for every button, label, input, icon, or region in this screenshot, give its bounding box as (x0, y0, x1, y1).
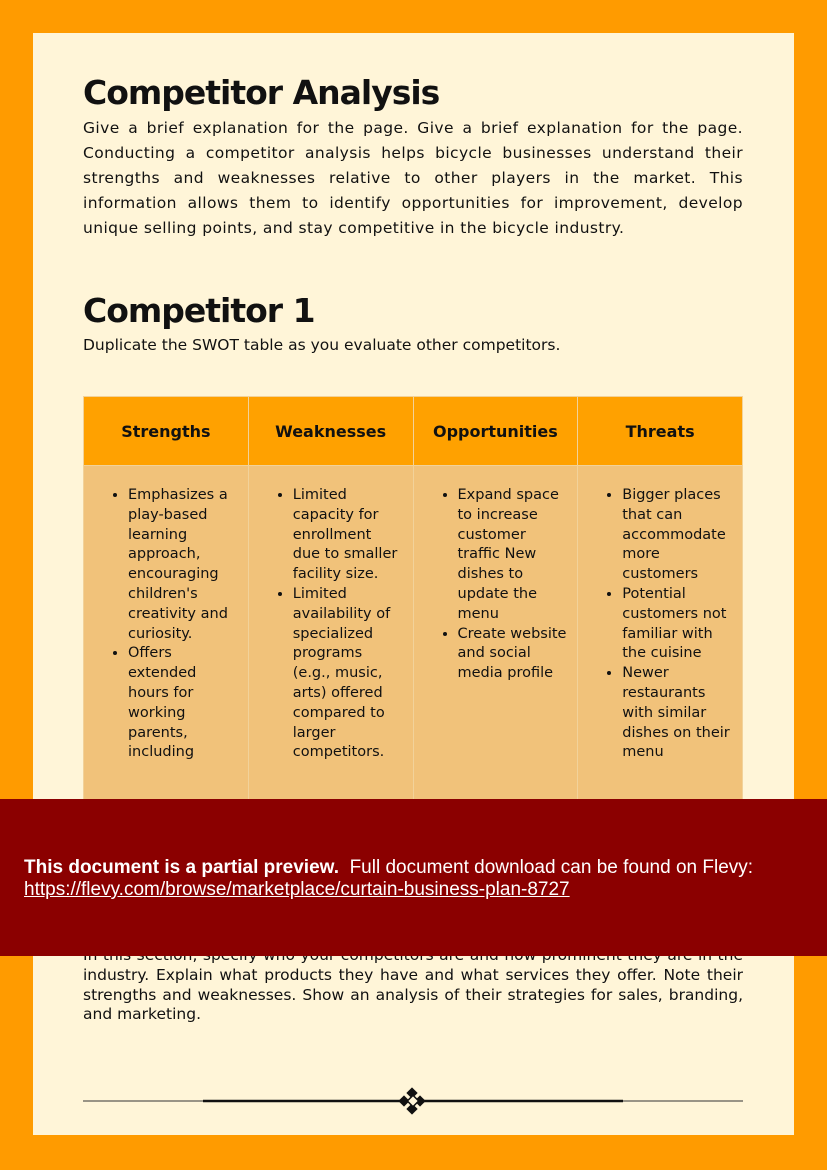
swot-cell-threats (578, 466, 743, 847)
list-item: • Newer restaurants with similar dishes on their menu (622, 664, 732, 763)
list-item: • Potential customers not familiar with the cuisine (622, 585, 732, 664)
swot-cell-weaknesses (248, 466, 413, 847)
preview-banner-text: Full document download can be found on Flevy: (349, 857, 754, 878)
intro-paragraph: Give a brief explanation for the page. Give a brief explanation for the page. Conducting a competitor analysis helps bicycle businesses understand their strengths and weaknesses relative to other players in the market. This information allows them to identify opportunities for improvement, develop unique selling points, and stay competitive in the bicycle industry. (83, 119, 743, 237)
section-title: Competitor 1 (83, 291, 315, 330)
list-item: • Limited capacity for enrollment due to smaller facility size. (293, 486, 403, 585)
preview-download-link[interactable]: https://flevy.com/browse/marketplace/curtain-business-plan-8727 (24, 879, 570, 900)
swot-header-opportunities: Opportunities (413, 397, 578, 466)
page-title: Competitor Analysis (83, 73, 440, 112)
competitor-description-paragraph: industry. Explain what products they have and what services they offer. Note their strengths and weaknesses. Show an analysis of their strategies for sales, branding, and marketing. (83, 965, 743, 1024)
preview-banner-bold: This document is a partial preview. (24, 857, 339, 878)
list-item: • Bigger places that can accommodate more customers (622, 486, 732, 585)
page-content (83, 73, 743, 354)
list-item: • Expand space to increase customer traffic New dishes to update the menu (458, 486, 568, 625)
preview-banner-message (24, 857, 753, 879)
swot-header-weaknesses: Weaknesses (248, 397, 413, 466)
swot-cell-opportunities (413, 466, 578, 847)
ornament-divider-icon (83, 1086, 743, 1116)
swot-cell-strengths (84, 466, 249, 847)
section-subtitle: Duplicate the SWOT table as you evaluate other competitors. (83, 336, 561, 354)
list-item: • Limited availability of specialized programs (e.g., music, arts) offered compared to larger competitors. (293, 585, 403, 763)
preview-banner (0, 799, 827, 956)
swot-header-strengths: Strengths (84, 397, 249, 466)
list-item: • Create website and social media profile (458, 625, 568, 684)
swot-header-threats: Threats (578, 397, 743, 466)
swot-table (83, 396, 743, 847)
list-item: • Emphasizes a play-based learning approach, encouraging children's creativity and curiosity. (128, 486, 238, 644)
list-item: • Offers extended hours for working parents, including (128, 644, 238, 763)
